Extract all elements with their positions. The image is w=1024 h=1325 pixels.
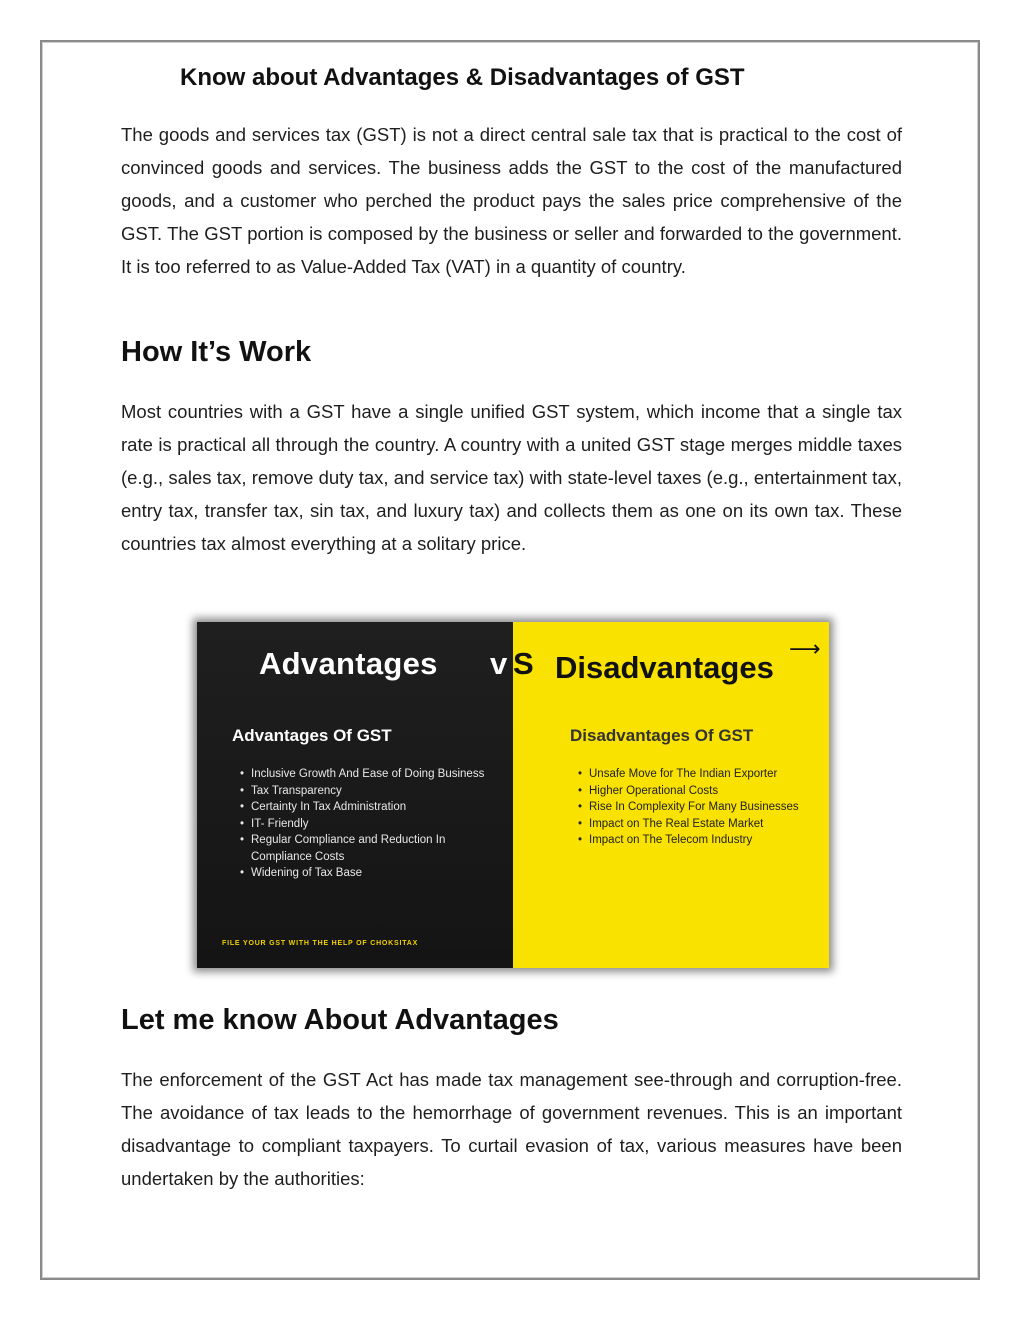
document-title: Know about Advantages & Disadvantages of GST	[180, 64, 745, 91]
heading-advantages: Let me know About Advantages	[121, 1004, 559, 1036]
list-item: • Rise In Complexity For Many Businesses	[578, 799, 808, 816]
disadvantages-list	[578, 766, 808, 849]
list-item: • Impact on The Telecom Industry	[578, 832, 808, 849]
advantages-list	[240, 766, 500, 882]
banner-disadvantages: Disadvantages	[555, 650, 774, 685]
list-item: • Regular Compliance and Reduction In Compliance Costs	[240, 832, 500, 865]
arrow-right-icon: ⟶	[789, 636, 821, 661]
list-item: • Certainty In Tax Administration	[240, 799, 500, 816]
list-item: • IT- Friendly	[240, 816, 500, 833]
list-item: • Impact on The Real Estate Market	[578, 816, 808, 833]
advantages-vs-disadvantages-image	[197, 622, 829, 968]
list-item: • Tax Transparency	[240, 783, 500, 800]
intro-paragraph: The goods and services tax (GST) is not a direct central sale tax that is practical to the cost of convinced goods and services. The business adds the GST to the cost of the manufactured goods, and a customer who perched the product pays the sales price comprehensive of the GST. The GST portion is composed by the business or seller and forwarded to the government. It is too referred to as Value-Added Tax (VAT) in a quantity of country.	[121, 124, 902, 277]
disadvantages-of-gst-heading: Disadvantages Of GST	[570, 726, 754, 745]
list-item: • Widening of Tax Base	[240, 865, 500, 882]
how-it-works-paragraph: Most countries with a GST have a single unified GST system, which income that a single tax rate is practical all through the country. A country with a united GST stage merges middle taxes (e.g., sales tax, remove duty tax, and service tax) with state-level taxes (e.g., entertainment tax, entry tax, transfer tax, sin tax, and luxury tax) and collects them as one on its own tax. These countries tax almost everything at a solitary price.	[121, 401, 902, 554]
advantages-paragraph: The enforcement of the GST Act has made tax management see-through and corruption-free. The avoidance of tax leads to the hemorrhage of government revenues. This is an important disadvantage to compliant taxpayers. To curtail evasion of tax, various measures have been undertaken by the authorities:	[121, 1069, 902, 1189]
list-item: • Inclusive Growth And Ease of Doing Business	[240, 766, 500, 783]
advantages-of-gst-heading: Advantages Of GST	[232, 726, 392, 745]
banner-vs-s: S	[513, 646, 534, 681]
banner-vs-v: v	[490, 646, 508, 681]
banner-advantages: Advantages	[259, 646, 438, 681]
image-footer-note: FILE YOUR GST WITH THE HELP OF CHOKSITAX	[222, 940, 419, 947]
heading-how-it-works: How It’s Work	[121, 336, 312, 368]
list-item: • Higher Operational Costs	[578, 783, 808, 800]
list-item: • Unsafe Move for The Indian Exporter	[578, 766, 808, 783]
